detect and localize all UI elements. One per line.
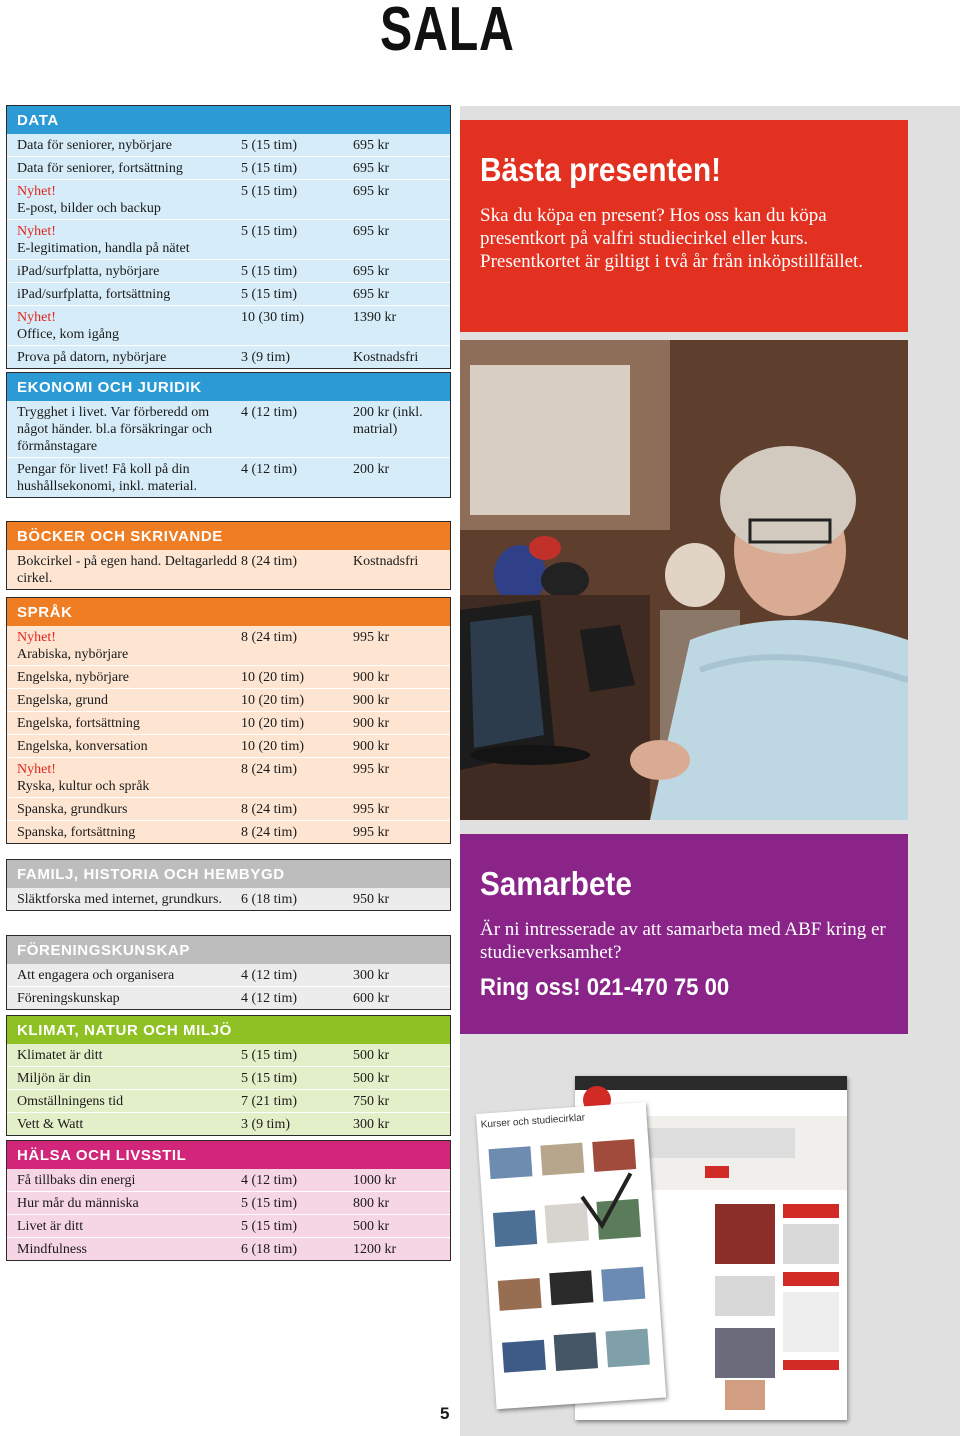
course-hours: 8 (24 tim) (241, 554, 297, 569)
course-price: 300 kr (353, 968, 390, 983)
course-list (7, 964, 450, 1009)
course-row (7, 797, 450, 820)
course-name-cell (7, 1218, 241, 1235)
course-name: Trygghet i livet. Var förberedd om något händer. bl.a försäkringar och förmånstagare (17, 405, 213, 454)
course-name-cell (7, 309, 241, 343)
course-name-cell (7, 1070, 241, 1087)
cooperation-heading: Samarbete (480, 865, 632, 902)
photo-seniors-at-computers (460, 340, 908, 820)
course-name: Data för seniorer, nybörjare (17, 138, 172, 153)
course-name: Engelska, fortsättning (17, 716, 140, 731)
course-name-cell (7, 286, 241, 303)
section-heading: FAMILJ, HISTORIA OCH HEMBYGD (7, 860, 450, 888)
course-name-cell (7, 990, 241, 1007)
section-data (6, 105, 451, 369)
course-name: Omställningens tid (17, 1094, 124, 1109)
course-name-cell (7, 891, 241, 908)
course-hours: 10 (20 tim) (241, 693, 304, 708)
course-price: 800 kr (353, 1196, 390, 1211)
course-name: Engelska, nybörjare (17, 670, 129, 685)
course-row (7, 1169, 450, 1191)
course-name-cell (7, 160, 241, 177)
course-price: 300 kr (353, 1117, 390, 1132)
course-hours: 7 (21 tim) (241, 1094, 297, 1109)
course-list (7, 888, 450, 910)
course-name-cell (7, 669, 241, 686)
course-row (7, 401, 450, 457)
course-name-cell (7, 801, 241, 818)
promo-heading: Bästa presenten! (480, 151, 721, 188)
course-hours: 4 (12 tim) (241, 991, 297, 1006)
brochure-title: Kurser och studiecirklar (480, 1112, 586, 1131)
course-hours: 5 (15 tim) (241, 1071, 297, 1086)
course-hours: 5 (15 tim) (241, 1048, 297, 1063)
course-name-cell (7, 1241, 241, 1258)
section-heading: FÖRENINGSKUNSKAP (7, 936, 450, 964)
course-name: E-legitimation, handla på nätet (17, 241, 190, 256)
course-price: 200 kr (inkl. matrial) (353, 405, 423, 437)
course-row (7, 1191, 450, 1214)
course-hours: 5 (15 tim) (241, 184, 297, 199)
course-row (7, 1066, 450, 1089)
course-list (7, 1169, 450, 1260)
course-hours: 8 (24 tim) (241, 802, 297, 817)
course-hours: 5 (15 tim) (241, 1219, 297, 1234)
course-name: iPad/surfplatta, nybörjare (17, 264, 160, 279)
course-name-cell (7, 692, 241, 709)
course-row (7, 734, 450, 757)
course-hours: 4 (12 tim) (241, 462, 297, 477)
course-name-cell (7, 1047, 241, 1064)
course-name: Arabiska, nybörjare (17, 647, 129, 662)
course-row (7, 986, 450, 1009)
course-name-cell (7, 1172, 241, 1189)
new-label: Nyhet! (17, 762, 56, 777)
course-price: 900 kr (353, 670, 390, 685)
course-list (7, 626, 450, 843)
course-name: Föreningskunskap (17, 991, 120, 1006)
course-hours: 8 (24 tim) (241, 630, 297, 645)
course-name: Prova på datorn, nybörjare (17, 350, 167, 365)
course-row (7, 1044, 450, 1066)
course-hours: 10 (20 tim) (241, 739, 304, 754)
course-price: 995 kr (353, 762, 390, 777)
course-name: Spanska, fortsättning (17, 825, 136, 840)
course-hours: 8 (24 tim) (241, 825, 297, 840)
course-price: 500 kr (353, 1071, 390, 1086)
course-price: Kostnadsfri (353, 554, 419, 569)
course-name-cell (7, 137, 241, 154)
course-list (7, 134, 450, 368)
section-heading: HÄLSA OCH LIVSSTIL (7, 1141, 450, 1169)
course-brochure (476, 1102, 666, 1409)
course-hours: 4 (12 tim) (241, 968, 297, 983)
course-name: Pengar för livet! Få koll på din hushållsekonomi, inkl. material. (17, 462, 198, 494)
course-price: 950 kr (353, 892, 390, 907)
course-name: Hur mår du människa (17, 1196, 139, 1211)
course-hours: 10 (20 tim) (241, 670, 304, 685)
course-name: Släktforska med internet, grundkurs. (17, 892, 222, 907)
course-hours: 5 (15 tim) (241, 161, 297, 176)
course-row (7, 345, 450, 368)
course-price: 200 kr (353, 462, 390, 477)
course-name: Att engagera och organisera (17, 968, 175, 983)
course-name-cell (7, 553, 241, 587)
course-name: Engelska, grund (17, 693, 108, 708)
course-name-cell (7, 263, 241, 280)
course-price: 695 kr (353, 287, 390, 302)
course-hours: 5 (15 tim) (241, 224, 297, 239)
course-name: E-post, bilder och backup (17, 201, 161, 216)
course-hours: 3 (9 tim) (241, 1117, 290, 1132)
course-name: Klimatet är ditt (17, 1048, 103, 1063)
promo-text: Ska du köpa en present? Hos oss kan du köpa presentkort på valfri studiecirkel eller kurs. Presentkortet är giltigt i två år från inköpstillfället. (480, 205, 864, 272)
new-label: Nyhet! (17, 184, 56, 199)
course-price: 900 kr (353, 739, 390, 754)
course-row (7, 219, 450, 259)
course-price: 695 kr (353, 161, 390, 176)
section-ekonomi-och-juridik (6, 372, 451, 498)
course-name: Office, kom igång (17, 327, 119, 342)
course-row (7, 156, 450, 179)
course-name-cell (7, 1195, 241, 1212)
course-name-cell (7, 967, 241, 984)
course-price: 900 kr (353, 716, 390, 731)
course-list (7, 550, 450, 589)
course-row (7, 626, 450, 665)
course-row (7, 282, 450, 305)
course-price: 995 kr (353, 802, 390, 817)
section-bocker-och-skrivande (6, 521, 451, 590)
course-row (7, 711, 450, 734)
course-row (7, 134, 450, 156)
course-price: 695 kr (353, 184, 390, 199)
course-price: 500 kr (353, 1048, 390, 1063)
course-name: iPad/surfplatta, fortsättning (17, 287, 171, 302)
section-heading: SPRÅK (7, 598, 450, 626)
course-row (7, 550, 450, 589)
course-row (7, 688, 450, 711)
course-price: 695 kr (353, 138, 390, 153)
course-row (7, 259, 450, 282)
course-name-cell (7, 1093, 241, 1110)
course-name: Få tillbaks din energi (17, 1173, 136, 1188)
course-row (7, 820, 450, 843)
course-list (7, 401, 450, 497)
course-hours: 3 (9 tim) (241, 350, 290, 365)
course-name-cell (7, 223, 241, 257)
course-price: 695 kr (353, 264, 390, 279)
course-name-cell (7, 629, 241, 663)
section-klimat-natur-och-miljo (6, 1015, 451, 1136)
new-label: Nyhet! (17, 224, 56, 239)
course-row (7, 888, 450, 910)
gift-card-promo (460, 120, 908, 332)
course-name-cell (7, 404, 241, 455)
course-hours: 5 (15 tim) (241, 1196, 297, 1211)
course-hours: 6 (18 tim) (241, 892, 297, 907)
section-heading: KLIMAT, NATUR OCH MILJÖ (7, 1016, 450, 1044)
section-heading: BÖCKER OCH SKRIVANDE (7, 522, 450, 550)
course-price: 695 kr (353, 224, 390, 239)
brochure-and-website-collage (472, 1070, 852, 1430)
section-foreningskunskap (6, 935, 451, 1010)
course-name: Spanska, grundkurs (17, 802, 128, 817)
course-list (7, 1044, 450, 1135)
cooperation-text: Är ni intresserade av att samarbeta med ABF kring er studieverksamhet? (480, 919, 886, 963)
course-price: Kostnadsfri (353, 350, 419, 365)
course-name-cell (7, 461, 241, 495)
course-name: Bokcirkel - på egen hand. Deltagarledd cirkel. (17, 554, 238, 586)
course-name: Data för seniorer, fortsättning (17, 161, 183, 176)
course-name: Vett & Watt (17, 1117, 84, 1132)
course-price: 1000 kr (353, 1173, 397, 1188)
course-row (7, 665, 450, 688)
course-name-cell (7, 183, 241, 217)
page-title: SALA (380, 0, 515, 64)
course-name: Livet är ditt (17, 1219, 84, 1234)
course-name-cell (7, 761, 241, 795)
course-price: 500 kr (353, 1219, 390, 1234)
course-row (7, 1089, 450, 1112)
cooperation-phone: Ring oss! 021-470 75 00 (480, 974, 730, 1001)
course-row (7, 1237, 450, 1260)
section-sprak (6, 597, 451, 844)
course-price: 995 kr (353, 630, 390, 645)
course-price: 995 kr (353, 825, 390, 840)
course-hours: 8 (24 tim) (241, 762, 297, 777)
course-name-cell (7, 824, 241, 841)
course-hours: 10 (20 tim) (241, 716, 304, 731)
course-name: Miljön är din (17, 1071, 91, 1086)
course-row (7, 179, 450, 219)
course-row (7, 964, 450, 986)
photo-illustration (460, 340, 908, 820)
course-row (7, 757, 450, 797)
course-price: 1390 kr (353, 310, 397, 325)
course-hours: 4 (12 tim) (241, 405, 297, 420)
section-familj-historia-och-hembygd (6, 859, 451, 911)
course-hours: 5 (15 tim) (241, 138, 297, 153)
course-name-cell (7, 715, 241, 732)
course-name-cell (7, 738, 241, 755)
course-name-cell (7, 349, 241, 366)
course-row (7, 1112, 450, 1135)
new-label: Nyhet! (17, 630, 56, 645)
section-halsa-och-livsstil (6, 1140, 451, 1261)
course-hours: 5 (15 tim) (241, 264, 297, 279)
section-heading: DATA (7, 106, 450, 134)
course-price: 600 kr (353, 991, 390, 1006)
course-row (7, 1214, 450, 1237)
brochure-illustration (476, 1102, 666, 1409)
course-hours: 4 (12 tim) (241, 1173, 297, 1188)
course-row (7, 457, 450, 497)
cooperation-box (460, 834, 908, 1034)
course-hours: 6 (18 tim) (241, 1242, 297, 1257)
course-name: Engelska, konversation (17, 739, 148, 754)
course-price: 900 kr (353, 693, 390, 708)
course-price: 750 kr (353, 1094, 390, 1109)
page-number: 5 (440, 1404, 450, 1423)
course-name: Ryska, kultur och språk (17, 779, 150, 794)
section-heading: EKONOMI OCH JURIDIK (7, 373, 450, 401)
course-row (7, 305, 450, 345)
course-price: 1200 kr (353, 1242, 397, 1257)
course-hours: 10 (30 tim) (241, 310, 304, 325)
course-name: Mindfulness (17, 1242, 87, 1257)
new-label: Nyhet! (17, 310, 56, 325)
course-hours: 5 (15 tim) (241, 287, 297, 302)
course-name-cell (7, 1116, 241, 1133)
